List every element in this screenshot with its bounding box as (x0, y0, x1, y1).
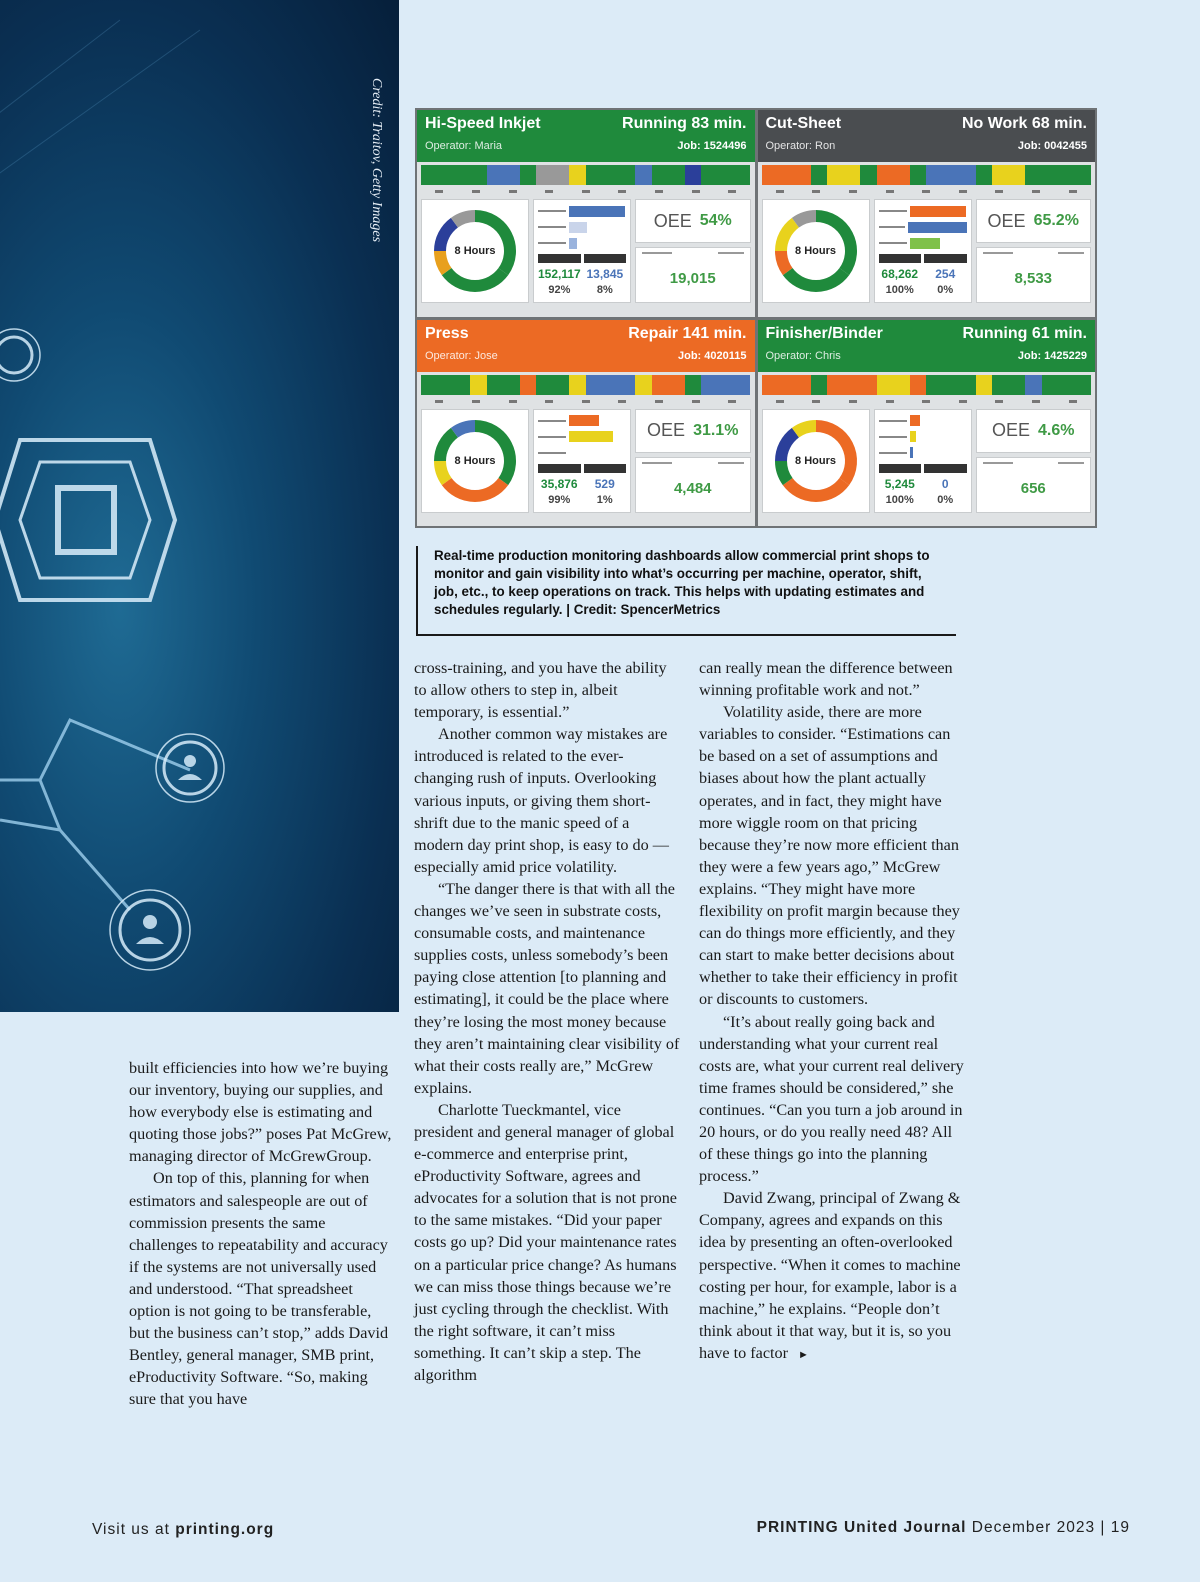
page-number: 19 (1110, 1519, 1130, 1536)
tick (776, 400, 784, 403)
donut-segment (440, 223, 454, 251)
timeline-segment (487, 375, 520, 395)
tick (1069, 400, 1077, 403)
bar-row (879, 430, 967, 444)
timeline-segment (811, 375, 827, 395)
donut-segment (795, 426, 816, 433)
hours-label: 8 Hours (454, 245, 496, 257)
timeline-segment (470, 375, 486, 395)
count-header (879, 254, 922, 263)
hours-donut (762, 199, 870, 303)
waste-percent: 0% (937, 493, 954, 506)
waste-percent: 0% (937, 284, 954, 296)
count-table (538, 254, 626, 296)
footer-visit-prefix: Visit us at (92, 1521, 170, 1538)
bar-row (879, 220, 967, 234)
rate-label-line (642, 252, 672, 254)
tick (886, 400, 894, 403)
timeline-segment (992, 375, 1025, 395)
machine-panel-header (417, 320, 755, 372)
tick (545, 400, 553, 403)
waste-count: 13,845 (586, 267, 624, 281)
paragraph: Volatility aside, there are more variables to consider. “Estimations can be based on a set of assumptions and biases about how the plant actually operates, and in fact, they might have more wiggle room on that pricing because they’re now more efficient than they were a few years ago,” McGrew explains. “They might have more flexibility on profit margin because they can do things more efficiently, and they can start to make better decisions about whether to take their efficiency in profit or discounts to customers. (699, 703, 960, 1009)
count-table (538, 464, 626, 506)
timeline-segment (701, 165, 750, 185)
tick (776, 190, 784, 193)
timeline-segment (877, 165, 910, 185)
bar (910, 431, 916, 442)
timeline-segment (487, 165, 520, 185)
timeline-segment (860, 165, 876, 185)
timeline-segment (1042, 375, 1091, 395)
paragraph: can really mean the difference between winning profitable work and not.” (699, 659, 953, 700)
machine-name: Hi-Speed Inkjet (425, 115, 541, 132)
tick (582, 190, 590, 193)
bar-label-line (879, 436, 907, 438)
tick (618, 190, 626, 193)
timeline-segment (635, 165, 651, 185)
donut-segment (475, 216, 510, 272)
timeline-segment (536, 375, 569, 395)
tick (692, 400, 700, 403)
paragraph: cross-training, and you have the ability to allow others to step in, albeit temporary, is essential.” (414, 659, 667, 722)
timeline-strip (421, 375, 751, 395)
hours-label: 8 Hours (454, 454, 496, 467)
tick (655, 190, 663, 193)
tick (1032, 400, 1040, 403)
machine-status: Running 61 min. (962, 324, 1087, 342)
timeline-segment (877, 375, 910, 395)
good-count-cell (879, 464, 922, 506)
donut-segment (440, 461, 447, 482)
run-rate-box (635, 247, 751, 303)
machine-panel-header (758, 110, 1096, 162)
rate-label-line (1058, 252, 1084, 254)
donut-segment (781, 251, 788, 272)
oee-readout (635, 409, 751, 453)
figure-caption: Real-time production monitoring dashboards allow commercial print shops to monitor and gain visibility into what’s occurring per machine, operator, shift, job, etc., to keep operations on track. This helps with updating estimates and schedules regularly. | Credit: SpencerMetrics (416, 546, 956, 636)
tick (922, 190, 930, 193)
timeline-segment (520, 375, 536, 395)
donut-segment (787, 481, 844, 495)
timeline-segment (569, 165, 585, 185)
timeline-segment (811, 165, 827, 185)
paragraph: On top of this, planning for when estimators and salespeople are out of commission presents the same challenges to repeatability and accuracy if the systems are not universally used and understood. “That spreadsheet option is not going to be transferable, but the business can’t stop,” adds David Bentley, general manager, SMB print, eProductivity Software. “So, making sure that you have (129, 1169, 389, 1409)
timeline-segment (421, 165, 470, 185)
count-header (538, 254, 581, 263)
good-count-cell (538, 464, 581, 506)
bar-row (879, 236, 967, 250)
operator-name: Operator: Maria (425, 140, 503, 152)
timeline-segment (586, 375, 635, 395)
waste-percent: 8% (596, 284, 613, 296)
tick (995, 190, 1003, 193)
article-column-2 (414, 657, 680, 1386)
tick (728, 190, 736, 193)
article-column-1 (129, 1057, 395, 1411)
footer-folio (757, 1519, 1130, 1537)
oee-readout (976, 409, 1092, 453)
bar (569, 431, 613, 442)
run-rate-value: 4,484 (673, 479, 712, 497)
timeline-segment (910, 165, 926, 185)
counts-box (533, 199, 631, 303)
continue-arrow-icon: ► (797, 1348, 809, 1361)
timeline-segment (827, 375, 860, 395)
job-number: Job: 1524496 (677, 140, 747, 152)
paragraph: Charlotte Tueckmantel, vice president and general manager of global e-commerce and enterprise print, eProductivity Software, agrees and advocates for a solution that is not prone to the same mistakes. “Did your paper costs go up? Did your maintenance rates on a particular price change? As humans we can miss those things because we’re just cycling through the checklist. With the right software, it can’t miss something. It can’t skip a step. The algorithm (414, 1100, 677, 1384)
paragraph: built efficiencies into how we’re buying our inventory, buying our supplies, and how everybody else is estimating and quoting those jobs?” poses Pat McGrew, managing director of McGrewGroup. (129, 1059, 392, 1166)
count-header (879, 464, 922, 473)
timeline-segment (652, 165, 685, 185)
footer-site-link[interactable]: printing.org (175, 1521, 275, 1538)
timeline-ticks (762, 185, 1092, 197)
timeline-strip (421, 165, 751, 185)
bar-label-line (538, 452, 566, 454)
timeline-segment (1025, 165, 1041, 185)
tick (545, 190, 553, 193)
timeline-segment (421, 375, 470, 395)
rate-label-line (718, 462, 744, 464)
good-percent: 92% (548, 284, 571, 296)
bar-row (879, 446, 967, 460)
tick (959, 400, 967, 403)
tick (922, 400, 930, 403)
bar (569, 415, 599, 426)
circuit-illustration (0, 0, 399, 1012)
oee-value: 65.2% (1033, 212, 1079, 230)
timeline-segment (762, 165, 811, 185)
timeline-strip (762, 165, 1092, 185)
donut-segment (787, 272, 844, 286)
bar-label-line (538, 420, 566, 422)
donut-segment (781, 432, 795, 460)
waste-count-cell (584, 464, 627, 506)
tick (582, 400, 590, 403)
rate-label-line (642, 462, 672, 464)
good-count: 5,245 (884, 476, 915, 491)
paragraph-last (699, 1187, 965, 1366)
tick (692, 190, 700, 193)
tick (849, 190, 857, 193)
reason-bars (879, 204, 967, 254)
bar (910, 447, 913, 458)
counts-box (874, 199, 972, 303)
waste-percent: 1% (596, 493, 613, 506)
timeline-segment (976, 375, 992, 395)
operator-name: Operator: Ron (765, 140, 836, 152)
donut-segment (781, 223, 795, 251)
bar (569, 222, 587, 233)
oee-box (635, 409, 751, 513)
donut-segment (781, 461, 788, 482)
run-rate-value: 19,015 (669, 270, 716, 288)
hero-image (0, 0, 399, 1012)
timeline-segment (827, 165, 860, 185)
oee-box (635, 199, 751, 303)
timeline-segment (635, 375, 651, 395)
donut-segment (816, 216, 851, 272)
bar (569, 206, 625, 217)
bar-label-line (538, 210, 566, 212)
bar-row (538, 220, 626, 234)
reason-bars (538, 204, 626, 254)
bar-label-line (538, 242, 566, 244)
bar (908, 222, 967, 233)
operator-name: Operator: Jose (425, 349, 498, 362)
donut-segment (454, 426, 475, 433)
waste-count: 0 (941, 476, 949, 491)
tick (959, 190, 967, 193)
good-percent: 100% (885, 493, 914, 506)
good-count-cell (538, 254, 581, 296)
waste-count-cell (924, 254, 967, 296)
timeline-segment (586, 165, 635, 185)
run-rate-value: 8,533 (1014, 270, 1053, 288)
bar-row (879, 204, 967, 218)
tick (472, 400, 480, 403)
oee-box (976, 409, 1092, 513)
bar-label-line (538, 226, 566, 228)
machine-status: Repair 141 min. (628, 324, 747, 342)
hours-donut (762, 409, 870, 513)
timeline-segment (992, 165, 1025, 185)
waste-count: 529 (594, 476, 615, 491)
tick (849, 400, 857, 403)
counts-box (533, 409, 631, 513)
timeline-ticks (421, 185, 751, 197)
machine-panel-header (758, 320, 1096, 372)
tick (509, 190, 517, 193)
bar-label-line (538, 436, 566, 438)
paragraph: “The danger there is that with all the changes we’ve seen in substrate costs, consumable costs, and maintenance supplies costs, unless somebody’s been paying close attention [to planning and estimating], it could be the place where they’re losing the most money because they aren’t maintaining clear visibility of what their costs really are,” McGrew explains. (414, 879, 680, 1097)
good-count: 35,876 (540, 476, 578, 491)
hours-donut (421, 409, 529, 513)
oee-readout (635, 199, 751, 243)
timeline-segment (569, 375, 585, 395)
bar-label-line (879, 242, 907, 244)
oee-label: OEE (992, 420, 1031, 441)
timeline-segment (926, 375, 975, 395)
run-rate-box (976, 247, 1092, 303)
hours-donut (421, 199, 529, 303)
oee-value: 31.1% (693, 421, 739, 439)
job-number: Job: 1425229 (1017, 349, 1087, 362)
timeline-segment (860, 375, 876, 395)
tick (435, 190, 443, 193)
machine-panel-header (417, 110, 755, 162)
bar-row (879, 414, 967, 428)
tick (812, 400, 820, 403)
bar-row (538, 414, 626, 428)
good-percent: 99% (548, 493, 571, 506)
operator-name: Operator: Chris (765, 349, 841, 362)
donut-segment (795, 216, 816, 223)
oee-box (976, 199, 1092, 303)
timeline-segment (1025, 375, 1041, 395)
donut-segment (475, 426, 510, 482)
good-count: 152,117 (538, 267, 581, 281)
count-header (584, 464, 627, 473)
timeline-segment (910, 375, 926, 395)
donut-segment (454, 216, 475, 223)
oee-label: OEE (647, 420, 686, 441)
machine-panel[interactable] (417, 110, 755, 317)
bar (910, 238, 940, 249)
paragraph: “It’s about really going back and understanding what your current real costs are, what your current real delivery time frames should be considered,” she continues. “Can you turn a job around in 20 hours, or do you really need 48? All of these things go into the planning process.” (699, 1012, 964, 1186)
rate-label-line (983, 252, 1013, 254)
bar (569, 238, 577, 249)
reason-bars (879, 414, 967, 464)
oee-label: OEE (987, 210, 1026, 231)
timeline-ticks (762, 395, 1092, 407)
paragraph: Another common way mistakes are introduced is related to the ever-changing rush of inputs. Overlooking various inputs, or giving them short-shrift due to the manic speed of a modern day print shop, is easy to do — especially amid price volatility. (414, 725, 669, 876)
hours-label: 8 Hours (795, 245, 836, 257)
paragraph-text: David Zwang, principal of Zwang & Company, agrees and expands on this idea by presenting an often-overlooked perspective. “When it comes to machine costing per hour, for example, labor is a machine,” he explains. “People don’t think about it that way, but it is, so you have to factor (699, 1189, 961, 1362)
tick (995, 400, 1003, 403)
job-number: Job: 4020115 (678, 349, 747, 362)
waste-count-cell (924, 464, 967, 506)
timeline-segment (1042, 165, 1091, 185)
donut-segment (440, 251, 447, 272)
footer-visit (92, 1521, 274, 1539)
count-header (924, 254, 967, 263)
bar-label-line (879, 420, 907, 422)
bar-row (538, 236, 626, 250)
good-percent: 100% (885, 284, 914, 296)
bar-row (538, 204, 626, 218)
good-count: 68,262 (881, 267, 919, 281)
timeline-segment (652, 375, 685, 395)
timeline-segment (926, 165, 975, 185)
donut-segment (816, 426, 851, 482)
machine-status: No Work 68 min. (961, 115, 1087, 132)
publication-name: PRINTING United Journal (756, 1519, 967, 1536)
count-table (879, 254, 967, 296)
good-count-cell (879, 254, 922, 296)
count-header (538, 464, 581, 473)
run-rate-value: 656 (1020, 479, 1046, 497)
tick (812, 190, 820, 193)
waste-count-cell (584, 254, 626, 296)
run-rate-box (635, 457, 751, 513)
timeline-segment (685, 375, 701, 395)
timeline-segment (701, 375, 750, 395)
count-header (584, 254, 626, 263)
oee-readout (976, 199, 1092, 243)
run-rate-box (976, 457, 1092, 513)
tick (728, 400, 736, 403)
timeline-segment (976, 165, 992, 185)
machine-panel[interactable] (758, 110, 1096, 317)
count-header (924, 464, 967, 473)
oee-label: OEE (653, 210, 692, 231)
timeline-ticks (421, 395, 751, 407)
timeline-segment (762, 375, 811, 395)
article-column-3 (699, 657, 965, 1366)
counts-box (874, 409, 972, 513)
tick (509, 400, 517, 403)
donut-segment (447, 272, 504, 286)
bar-row (538, 430, 626, 444)
count-table (879, 464, 967, 506)
tick (435, 400, 443, 403)
machine-status: Running 83 min. (622, 115, 747, 132)
oee-value: 54% (699, 212, 732, 230)
bar (910, 415, 920, 426)
folio-separator: | (1100, 1519, 1106, 1536)
machine-name: Press (425, 324, 469, 342)
hours-label: 8 Hours (795, 454, 836, 467)
bar-label-line (879, 226, 905, 228)
tick (1069, 190, 1077, 193)
timeline-segment (685, 165, 701, 185)
tick (618, 400, 626, 403)
tick (886, 190, 894, 193)
timeline-segment (520, 165, 536, 185)
bar-label-line (879, 452, 907, 454)
waste-count: 254 (935, 267, 956, 281)
machine-panel[interactable] (417, 320, 755, 527)
machine-panel[interactable] (758, 320, 1096, 527)
donut-segment (447, 481, 504, 495)
tick (655, 400, 663, 403)
timeline-segment (536, 165, 569, 185)
donut-segment (440, 432, 454, 460)
production-dashboard (415, 108, 1097, 528)
photo-credit: Credit: Traitov, Getty Images (369, 78, 384, 243)
job-number: Job: 0042455 (1017, 140, 1087, 152)
machine-name: Cut-Sheet (765, 115, 842, 132)
timeline-segment (470, 165, 486, 185)
tick (472, 190, 480, 193)
reason-bars (538, 414, 626, 464)
rate-label-line (718, 252, 744, 254)
machine-name: Finisher/Binder (765, 324, 883, 342)
rate-label-line (983, 462, 1013, 464)
bar-row (538, 446, 626, 460)
bar (910, 206, 966, 217)
bar-label-line (879, 210, 907, 212)
issue-date: December 2023 (971, 1519, 1096, 1536)
timeline-strip (762, 375, 1092, 395)
tick (1032, 190, 1040, 193)
rate-label-line (1058, 462, 1084, 464)
oee-value: 4.6% (1038, 421, 1075, 439)
